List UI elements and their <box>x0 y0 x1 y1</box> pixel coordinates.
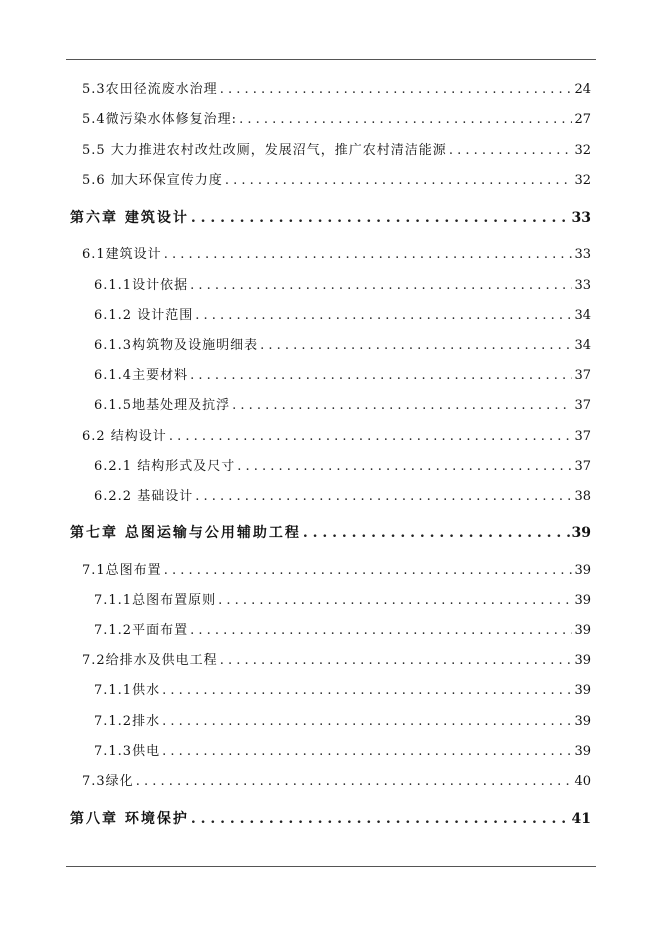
toc-chapter-entry[interactable] <box>70 524 591 542</box>
dot-leader <box>190 622 572 640</box>
toc-entry[interactable] <box>82 652 591 670</box>
dot-leader <box>190 367 572 385</box>
dot-leader <box>162 713 572 731</box>
toc-entry-page: 37 <box>574 368 591 383</box>
dot-leader <box>239 111 572 129</box>
toc-entry-title: 7.1总图布置 <box>82 563 162 578</box>
dot-leader <box>220 81 573 99</box>
toc-entry-page: 24 <box>574 82 591 97</box>
toc-entry-page: 33 <box>571 210 591 226</box>
dot-leader <box>232 397 572 415</box>
toc-entry-page: 41 <box>571 811 591 827</box>
toc-entry-title: 5.6 加大环保宣传力度 <box>82 173 223 188</box>
toc-entry-page: 39 <box>574 744 591 759</box>
toc-entry[interactable] <box>94 713 591 731</box>
toc-entry-page: 38 <box>574 489 591 504</box>
toc-entry-title: 7.1.2平面布置 <box>94 623 189 638</box>
toc-entry-page: 39 <box>574 563 591 578</box>
toc-entry-title: 5.3农田径流废水治理 <box>82 82 218 97</box>
dot-leader <box>162 743 572 761</box>
dot-leader <box>191 209 570 227</box>
toc-entry-title: 6.2.1 结构形式及尺寸 <box>94 459 236 474</box>
toc-entry-page: 34 <box>574 338 591 353</box>
toc-entry-page: 33 <box>574 278 591 293</box>
dot-leader <box>225 172 573 190</box>
toc-entry[interactable] <box>82 142 591 160</box>
dot-leader <box>220 652 573 670</box>
toc-entry-title: 6.1.1设计依据 <box>94 278 189 293</box>
dot-leader <box>260 337 572 355</box>
toc-entry-page: 37 <box>574 429 591 444</box>
dot-leader <box>136 773 573 791</box>
toc-entry[interactable] <box>94 488 591 506</box>
toc-entry[interactable] <box>94 397 591 415</box>
dot-leader <box>449 142 573 160</box>
toc-entry-title: 7.2给排水及供电工程 <box>82 653 218 668</box>
toc-entry[interactable] <box>94 743 591 761</box>
toc-entry-title: 6.1.2 设计范围 <box>94 308 194 323</box>
toc-entry[interactable] <box>94 622 591 640</box>
toc-entry-page: 32 <box>574 173 591 188</box>
toc-entry[interactable] <box>94 337 591 355</box>
toc-entry-title: 7.1.1总图布置原则 <box>94 593 217 608</box>
toc-entry-title: 7.1.2排水 <box>94 714 161 729</box>
toc-entry-page: 39 <box>574 593 591 608</box>
toc-entry-title: 6.1.4主要材料 <box>94 368 189 383</box>
toc-entry[interactable] <box>82 562 591 580</box>
toc-chapter-entry[interactable] <box>70 209 591 227</box>
toc-chapter-entry[interactable] <box>70 810 591 828</box>
toc-entry-page: 34 <box>574 308 591 323</box>
dot-leader <box>218 592 572 610</box>
toc-entry-page: 39 <box>571 525 591 541</box>
toc-entry[interactable] <box>82 773 591 791</box>
dot-leader <box>303 524 570 542</box>
toc-chapter-title: 第六章 建筑设计 <box>70 210 189 226</box>
dot-leader <box>162 682 572 700</box>
dot-leader <box>191 810 570 828</box>
toc-entry[interactable] <box>94 277 591 295</box>
toc-entry[interactable] <box>82 428 591 446</box>
toc-entry-title: 6.2.2 基础设计 <box>94 489 194 504</box>
toc-entry[interactable] <box>94 682 591 700</box>
dot-leader <box>164 246 573 264</box>
toc-entry-title: 7.3绿化 <box>82 774 134 789</box>
toc-entry-title: 7.1.3供电 <box>94 744 161 759</box>
toc-entry-title: 5.5 大力推进农村改灶改厕，发展沼气，推广农村清洁能源 <box>82 143 447 158</box>
toc-entry-page: 27 <box>574 112 591 127</box>
toc-entry-page: 39 <box>574 623 591 638</box>
toc-entry[interactable] <box>94 307 591 325</box>
toc-entry-page: 33 <box>574 247 591 262</box>
dot-leader <box>237 458 572 476</box>
dot-leader <box>195 488 572 506</box>
dot-leader <box>169 428 573 446</box>
dot-leader <box>190 277 572 295</box>
toc-entry[interactable] <box>82 172 591 190</box>
toc-entry[interactable] <box>82 246 591 264</box>
toc-entry-page: 39 <box>574 683 591 698</box>
toc-entry-page: 39 <box>574 714 591 729</box>
toc-entry[interactable] <box>94 458 591 476</box>
toc-entry-title: 6.1.3构筑物及设施明细表 <box>94 338 259 353</box>
toc-entry-page: 37 <box>574 398 591 413</box>
toc-entry-title: 6.1建筑设计 <box>82 247 162 262</box>
toc-entry[interactable] <box>82 111 591 129</box>
toc-chapter-title: 第七章 总图运输与公用辅助工程 <box>70 525 301 541</box>
toc-entry-page: 32 <box>574 143 591 158</box>
toc-entry-page: 37 <box>574 459 591 474</box>
toc-entry[interactable] <box>94 367 591 385</box>
toc-entry-title: 7.1.1供水 <box>94 683 161 698</box>
toc-entry-page: 40 <box>574 774 591 789</box>
dot-leader <box>164 562 573 580</box>
toc-entry-title: 6.1.5地基处理及抗浮 <box>94 398 231 413</box>
toc-entry[interactable] <box>82 81 591 99</box>
toc-entry-title: 5.4微污染水体修复治理: <box>82 112 238 127</box>
toc-chapter-title: 第八章 环境保护 <box>70 811 189 827</box>
toc-entry-title: 6.2 结构设计 <box>82 429 167 444</box>
dot-leader <box>195 307 572 325</box>
toc-entry[interactable] <box>94 592 591 610</box>
toc-entry-page: 39 <box>574 653 591 668</box>
footer-rule <box>66 866 596 867</box>
